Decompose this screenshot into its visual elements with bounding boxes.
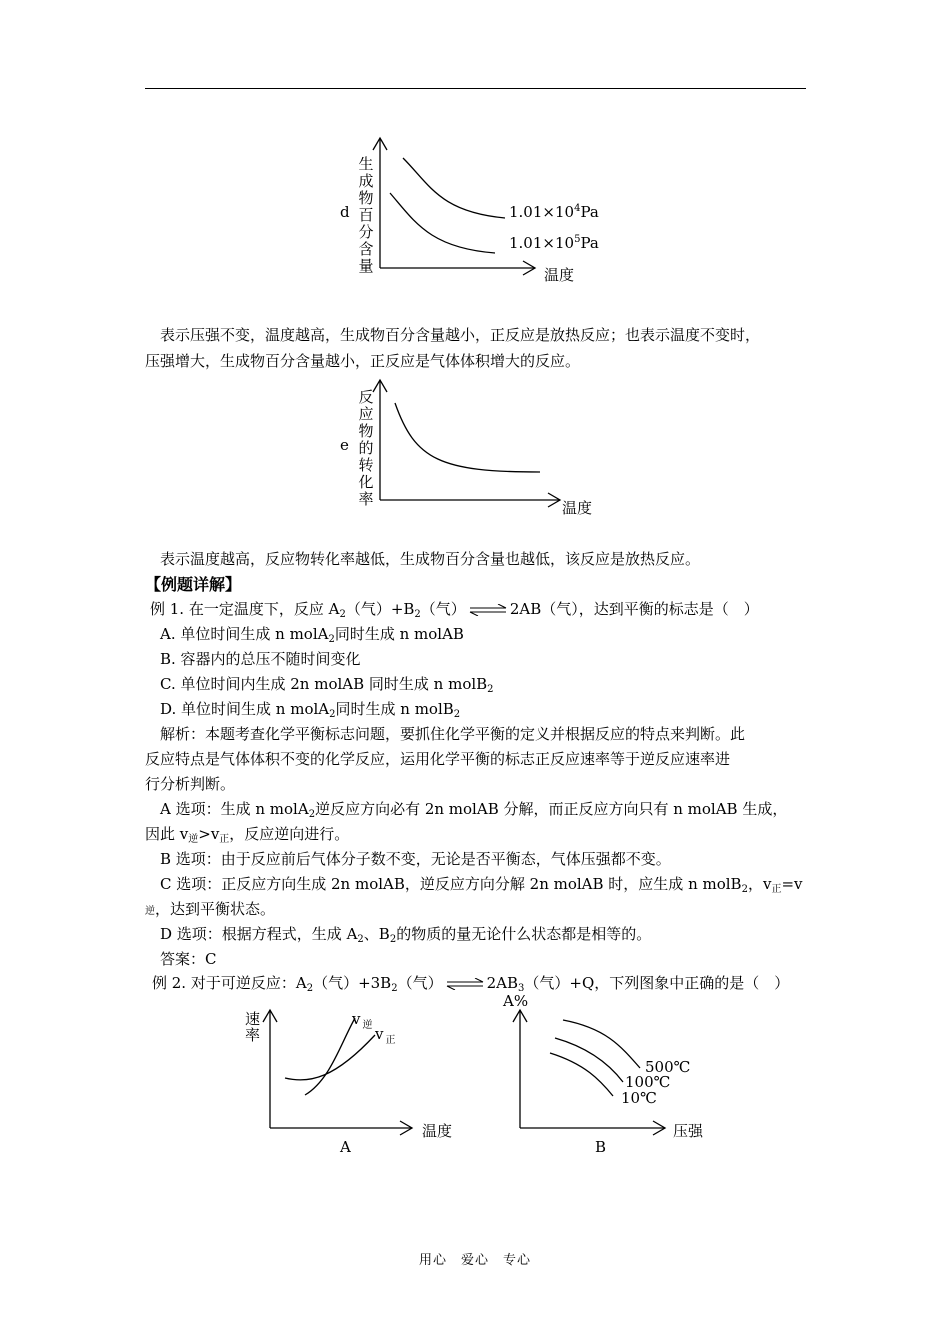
equilibrium-arrow-icon (445, 978, 485, 990)
figure-d (330, 130, 610, 290)
figure-A-ylabel-2: 率 (245, 1026, 261, 1044)
analysis-a-line-2: 因此 $v_逆>v_正$，反应逆向进行。 (145, 825, 350, 845)
figure-e (330, 375, 610, 525)
svg-text:物: 物 (358, 189, 374, 207)
section-title: 【例题详解】 (145, 575, 242, 594)
svg-text:百: 百 (358, 206, 374, 224)
figure-B-caption: B (595, 1138, 607, 1156)
figure-A-ylabel-1: 速 (245, 1010, 261, 1028)
figure-e-letter: e (340, 436, 349, 454)
figure-B-curve-10 (550, 1053, 613, 1096)
example1-option-d: D. 单位时间生成 n molA$_2$同时生成 n molB$_2$ (160, 700, 461, 720)
header-rule (145, 88, 806, 89)
figure-B-label-100: 100℃ (625, 1073, 671, 1091)
equilibrium-arrow-icon (468, 604, 508, 616)
figure-A-axes (263, 1010, 412, 1135)
analysis-line-2: 反应特点是气体体积不变的化学反应，运用化学平衡的标志正反应速率等于逆反应速率进 (145, 750, 731, 768)
figure-d-letter: d (340, 203, 350, 221)
example2-question: 例 2. 对于可逆反应：$A_2$（气）$+3B_2$（气） $2AB_3$（气）+Q，下列图象中正确的是（ ） (152, 974, 790, 994)
example1-question: 例 1. 在一定温度下，反应 $A_2$（气）$+B_2$（气） 2AB（气），达到平衡的标志是（ ） (150, 600, 759, 620)
figure-A-curve-v-forward (285, 1035, 375, 1080)
analysis-line-3: 行分析判断。 (145, 775, 236, 793)
figure-e-ylabel (358, 388, 373, 508)
svg-text:成: 成 (358, 172, 374, 190)
figure-d-label-upper: $1.01\times 10^4Pa$ (509, 203, 599, 221)
figure-A-label-v-forward: v $_正$ (375, 1025, 396, 1046)
figure-d-label-lower: $1.01\times 10^5Pa$ (509, 234, 599, 252)
svg-text:含: 含 (358, 240, 374, 258)
para-d-line-2: 压强增大，生成物百分含量越小，正反应是气体体积增大的反应。 (145, 352, 581, 370)
example1-option-c: C. 单位时间内生成 2n molAB 同时生成 n molB$_2$ (160, 675, 494, 695)
analysis-d: D 选项：根据方程式，生成 $A_2$、$B_2$的物质的量无论什么状态都是相等的。 (160, 925, 652, 945)
example1-option-a: A. 单位时间生成 n molA$_2$同时生成 n molAB (160, 625, 464, 645)
figure-e-curve (395, 403, 540, 472)
page-footer: 用心 爱心 专心 (418, 1253, 531, 1268)
figure-A-curve-v-reverse (305, 1018, 355, 1095)
para-d-line-1: 表示压强不变，温度越高，生成物百分含量越小，正反应是放热反应；也表示温度不变时， (160, 326, 761, 344)
svg-text:量: 量 (358, 257, 374, 275)
figure-d-curve-lower (390, 193, 495, 253)
answer: 答案：C (160, 950, 217, 968)
figure-B (495, 990, 725, 1160)
svg-text:的: 的 (358, 439, 374, 457)
svg-text:转: 转 (358, 456, 374, 474)
svg-text:分: 分 (358, 223, 374, 241)
figure-B-xlabel: 压强 (673, 1122, 704, 1140)
figure-d-curve-upper (403, 158, 505, 218)
figure-B-label-500: 500℃ (645, 1058, 691, 1076)
analysis-line-1: 解析：本题考查化学平衡标志问题，要抓住化学平衡的定义并根据反应的特点来判断。此 (160, 725, 746, 743)
figure-d-xlabel: 温度 (544, 266, 575, 284)
svg-text:率: 率 (358, 490, 374, 508)
figure-A-xlabel: 温度 (422, 1122, 453, 1140)
figure-e-xlabel: 温度 (562, 499, 593, 517)
figure-e-axes (373, 380, 560, 507)
figure-d-ylabel (358, 155, 373, 275)
analysis-a-line-1: A 选项：生成 n molA$_2$逆反应方向必有 2n molAB 分解，而正反应方向只有 n molAB 生成， (160, 800, 788, 820)
figure-B-ylabel: A% (503, 992, 529, 1010)
svg-text:反: 反 (358, 388, 374, 406)
example1-option-b: B. 容器内的总压不随时间变化 (160, 650, 361, 668)
svg-text:生: 生 (358, 155, 374, 173)
para-e: 表示温度越高，反应物转化率越低，生成物百分含量也越低，该反应是放热反应。 (160, 550, 701, 568)
svg-text:化: 化 (358, 473, 374, 491)
analysis-c-line-1: C 选项：正反应方向生成 2n molAB，逆反应方向分解 2n molAB 时，应生成 n molB$_2$，$v_正=v$ (160, 875, 803, 895)
svg-text:应: 应 (358, 405, 374, 423)
figure-B-curve-100 (555, 1038, 623, 1082)
analysis-b: B 选项：由于反应前后气体分子数不变，无论是否平衡态，气体压强都不变。 (160, 850, 671, 868)
figure-A-caption: A (340, 1138, 351, 1156)
figure-A-label-v-reverse: v $_逆$ (352, 1010, 373, 1031)
figure-A (240, 1000, 470, 1160)
analysis-c-line-2: 逆，达到平衡状态。 (145, 900, 276, 918)
svg-text:物: 物 (358, 422, 374, 440)
figure-B-label-10: 10℃ (621, 1089, 657, 1107)
